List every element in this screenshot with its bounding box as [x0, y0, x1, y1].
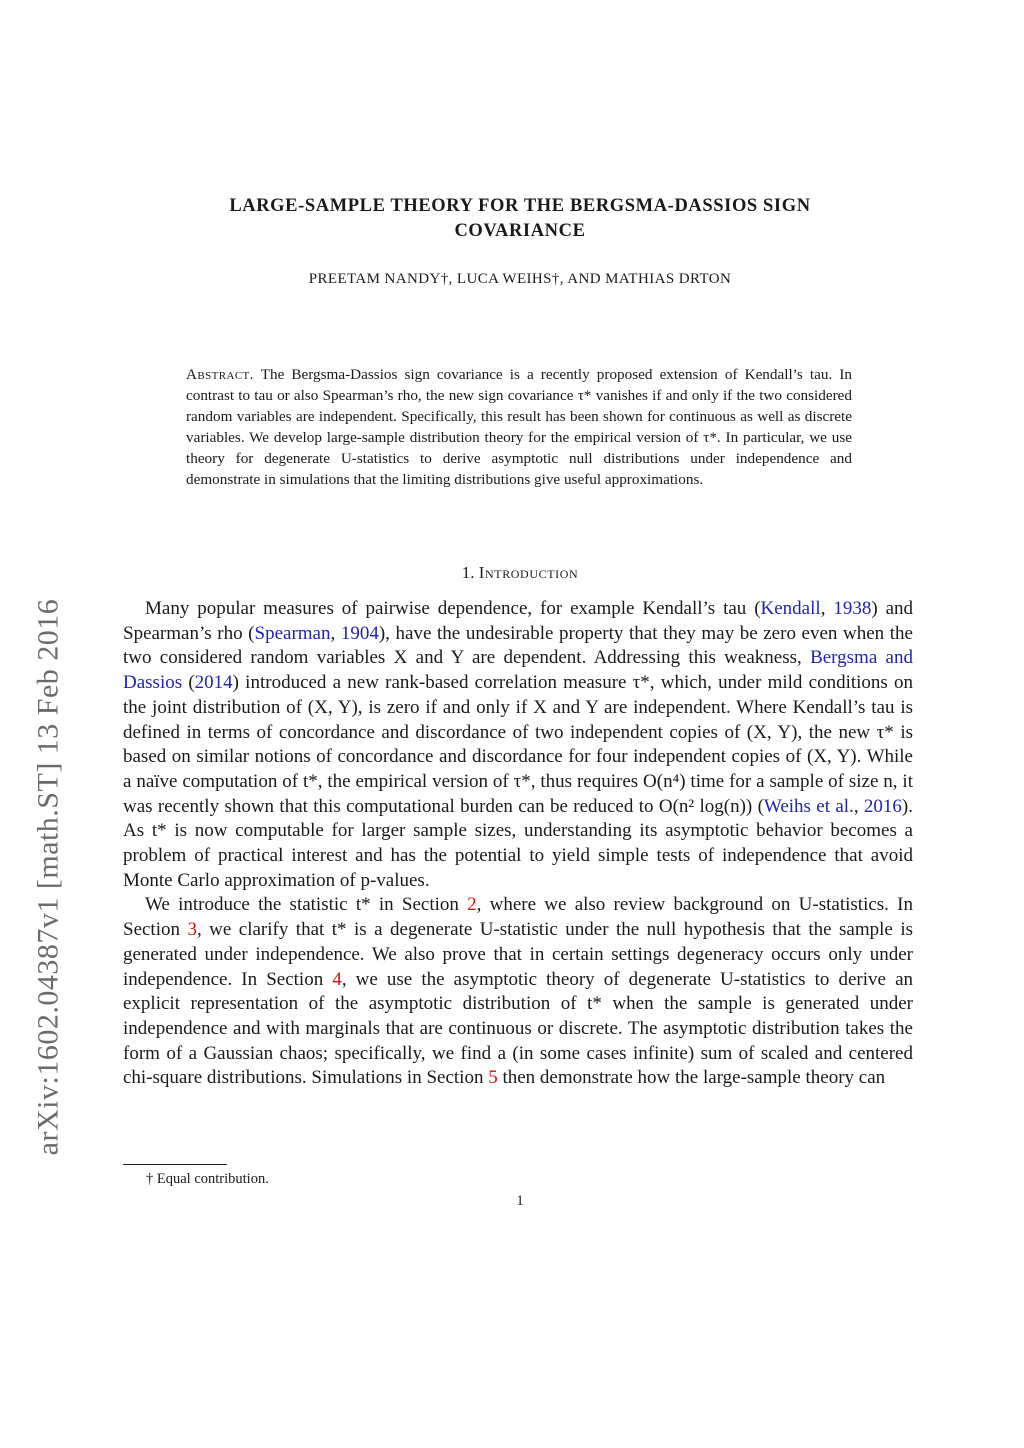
citation-year-link[interactable]: 1904	[340, 622, 379, 644]
text-run: (	[182, 672, 195, 694]
page-number: 1	[516, 1193, 524, 1209]
abstract-text: The Bergsma-Dassios sign covariance is a recently proposed extension of Kendall’s tau. In contrast to tau or also Spearman’s rho, the new sign covariance τ* vanishes if and only if the two considered random variables are independent. Specifically, this result has been shown for continuous as well as discrete variables. We develop large-sample distribution theory for the empirical version of τ*. In particular, we use theory for degenerate U-statistics to derive asymptotic null distributions under independence and demonstrate in simulations that the limiting distributions give useful approximations.	[186, 366, 852, 488]
citation-year-link[interactable]: 2014	[194, 672, 233, 694]
arxiv-identifier	[22, 432, 74, 1322]
text-run: ) introduced a new rank-based correlation measure τ*, which, under mild conditions on the joint distribution of (X, Y), is zero if and only if X and Y are independent. Where Kendall’s tau is defined in terms of concordance and discordance of two independent copies of (X, Y), the new τ* is based on similar notions of concordance and discordance for four independent copies of (X, Y). While a naïve computation of t*, the empirical version of τ*, thus requires O(n⁴) time for a sample of size n, it was recently shown that this computational burden can be reduced to O(n² log(n)) (	[123, 672, 913, 817]
text-run: ,	[853, 795, 864, 817]
section-ref-link[interactable]: 3	[187, 919, 197, 941]
citation-link[interactable]: Kendall	[760, 598, 821, 619]
paper-title	[120, 194, 920, 244]
text-run: , where we also review background on U-statistics. In Section	[123, 894, 913, 941]
title-line-2: COVARIANCE	[454, 221, 586, 241]
section-ref-link[interactable]: 4	[332, 968, 342, 990]
footnote: † Equal contribution.	[146, 1171, 269, 1187]
text-run: ). As t* is now computable for larger sample sizes, understanding its asymptotic behavior becomes a problem of practical interest and has the potential to yield simple tests of independence that avoid Monte Carlo approximation of p-values.	[123, 795, 913, 891]
paragraph-1	[123, 597, 913, 893]
text-run: Many popular measures of pairwise dependence, for example Kendall’s tau (	[145, 598, 761, 619]
section-heading	[120, 563, 920, 583]
text-run: ,	[330, 622, 341, 644]
citation-link[interactable]: Weihs et al.	[763, 795, 854, 817]
citation-year-link[interactable]: 1938	[833, 598, 872, 619]
arxiv-identifier-text: arXiv:1602.04387v1 [math.ST] 13 Feb 2016	[31, 598, 64, 1156]
text-run: We introduce the statistic t* in Section	[145, 894, 468, 916]
citation-year-link[interactable]: 2016	[863, 795, 902, 817]
section-title: Introduction	[478, 563, 579, 582]
text-run: then demonstrate how the large-sample theory can	[497, 1067, 886, 1089]
footnote-rule	[123, 1164, 227, 1165]
text-run: ), have the undesirable property that they may be zero even when the two considered random variables X and Y are dependent. Addressing this weakness,	[123, 622, 913, 669]
section-ref-link[interactable]: 2	[467, 894, 477, 916]
text-run: , we clarify that t* is a degenerate U-statistic under the null hypothesis that the sample is generated under independence. We also prove that in certain settings degeneracy occurs only under independence. In Section	[123, 919, 913, 990]
title-line-1: LARGE-SAMPLE THEORY FOR THE BERGSMA-DASSIOS SIGN	[229, 196, 811, 216]
section-number: 1.	[461, 563, 475, 582]
citation-link[interactable]: Spearman	[254, 622, 331, 644]
citation-link[interactable]: Bergsma and Dassios	[123, 647, 913, 694]
introduction-body	[123, 597, 913, 1091]
abstract	[186, 364, 852, 490]
author-list: PREETAM NANDY†, LUCA WEIHS†, AND MATHIAS DRTON	[308, 271, 732, 287]
text-run: ) and Spearman’s rho (	[123, 598, 914, 644]
text-run: ,	[820, 598, 834, 619]
paragraph-2	[123, 893, 913, 1091]
abstract-label: Abstract.	[186, 366, 254, 383]
section-ref-link[interactable]: 5	[488, 1067, 498, 1089]
text-run: , we use the asymptotic theory of degenerate U-statistics to derive an explicit representation of the asymptotic distribution of t* when the sample is generated under independence and with marginals that are continuous or discrete. The asymptotic distribution takes the form of a Gaussian chaos; specifically, we find a (in some cases infinite) sum of scaled and centered chi-square distributions. Simulations in Section	[123, 968, 913, 1089]
